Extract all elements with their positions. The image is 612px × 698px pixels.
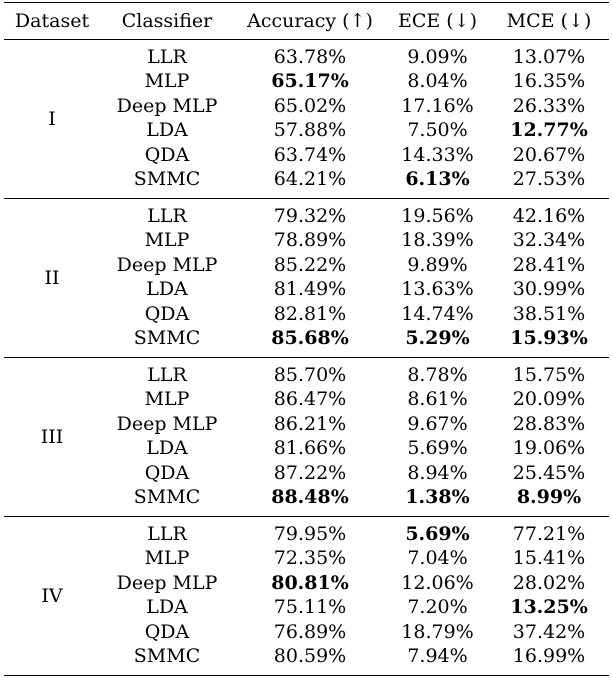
mce-cell: 20.67% [512, 143, 586, 166]
mce-cell: 8.99% [516, 486, 582, 509]
ece-cell: 9.09% [407, 45, 468, 68]
accuracy-cell: 82.81% [273, 302, 347, 325]
accuracy-cell: 63.78% [273, 45, 347, 68]
header-classifier: Classifier [121, 10, 213, 32]
classifier-cell: Deep MLP [116, 253, 218, 276]
table-row [100, 168, 609, 193]
classifier-cell: SMMC [133, 168, 201, 191]
classifier-cell: QDA [144, 620, 190, 643]
mce-cell: 16.99% [512, 645, 586, 668]
ece-cell: 7.50% [407, 119, 468, 142]
mce-cell: 12.77% [510, 119, 588, 142]
ece-cell: 5.69% [405, 522, 470, 545]
classifier-cell: SMMC [133, 486, 201, 509]
table-row [100, 596, 609, 621]
classifier-cell: MLP [144, 547, 190, 570]
classifier-cell: QDA [144, 143, 190, 166]
mce-cell: 27.53% [512, 168, 586, 191]
dataset-group-iii [4, 358, 609, 516]
dataset-group-i [4, 40, 609, 198]
accuracy-cell: 86.47% [273, 388, 347, 411]
table-row [100, 412, 609, 437]
classifier-cell: LDA [146, 278, 188, 301]
classifier-cell: LDA [146, 119, 188, 142]
accuracy-cell: 72.35% [273, 547, 347, 570]
accuracy-cell: 64.21% [273, 168, 347, 191]
dataset-group-iv [4, 517, 609, 675]
classifier-cell: SMMC [133, 645, 201, 668]
table-row [100, 70, 609, 95]
mce-cell: 28.02% [512, 571, 586, 594]
mce-cell: 16.35% [512, 70, 586, 93]
table-row [100, 547, 609, 572]
results-table [4, 2, 609, 676]
classifier-cell: SMMC [133, 327, 201, 350]
accuracy-cell: 65.17% [271, 70, 349, 93]
accuracy-cell: 81.66% [273, 437, 347, 460]
mce-cell: 15.93% [510, 327, 588, 350]
ece-cell: 5.69% [407, 437, 468, 460]
classifier-cell: LLR [147, 45, 187, 68]
header-ece: ECE (↓) [397, 10, 478, 32]
classifier-cell: MLP [144, 70, 190, 93]
mce-cell: 20.09% [512, 388, 586, 411]
table-row [100, 327, 609, 352]
ece-cell: 5.29% [405, 327, 470, 350]
table-row [100, 143, 609, 168]
accuracy-cell: 78.89% [273, 229, 347, 252]
mce-cell: 42.16% [512, 204, 586, 227]
accuracy-cell: 80.81% [271, 571, 349, 594]
table-row [100, 645, 609, 670]
mce-cell: 37.42% [512, 620, 586, 643]
ece-cell: 14.33% [401, 143, 474, 166]
ece-cell: 7.20% [407, 596, 468, 619]
dataset-label: I [48, 107, 56, 130]
table-row [100, 278, 609, 303]
accuracy-cell: 63.74% [273, 143, 347, 166]
accuracy-cell: 79.32% [273, 204, 347, 227]
header-accuracy: Accuracy (↑) [247, 10, 373, 32]
accuracy-cell: 65.02% [273, 94, 347, 117]
table-row [100, 94, 609, 119]
classifier-cell: LDA [146, 437, 188, 460]
ece-cell: 7.04% [407, 547, 468, 570]
ece-cell: 18.39% [401, 229, 474, 252]
ece-cell: 12.06% [401, 571, 474, 594]
ece-cell: 13.63% [401, 278, 474, 301]
classifier-cell: MLP [144, 388, 190, 411]
table-row [100, 620, 609, 645]
mce-cell: 32.34% [512, 229, 586, 252]
classifier-cell: LDA [146, 596, 188, 619]
mce-cell: 30.99% [512, 278, 586, 301]
ece-cell: 14.74% [401, 302, 474, 325]
classifier-cell: QDA [144, 461, 190, 484]
ece-cell: 19.56% [401, 204, 474, 227]
ece-cell: 9.89% [407, 253, 468, 276]
table-row [100, 522, 609, 547]
ece-cell: 1.38% [405, 486, 470, 509]
ece-cell: 8.94% [407, 461, 468, 484]
header-row [4, 3, 609, 39]
dataset-label: III [40, 425, 64, 448]
accuracy-cell: 86.21% [273, 412, 347, 435]
mce-cell: 19.06% [512, 437, 586, 460]
ece-cell: 7.94% [407, 645, 468, 668]
table-row [100, 363, 609, 388]
ece-cell: 8.04% [407, 70, 468, 93]
table-row [100, 119, 609, 144]
accuracy-cell: 75.11% [273, 596, 347, 619]
classifier-cell: Deep MLP [116, 94, 218, 117]
mce-cell: 25.45% [512, 461, 586, 484]
table-row [100, 388, 609, 413]
mce-cell: 28.41% [512, 253, 586, 276]
table-row [100, 437, 609, 462]
table-row [100, 302, 609, 327]
accuracy-cell: 57.88% [273, 119, 347, 142]
ece-cell: 9.67% [407, 412, 468, 435]
header-mce: MCE (↓) [506, 10, 592, 32]
mce-cell: 13.07% [512, 45, 586, 68]
table-row [100, 571, 609, 596]
mce-cell: 13.25% [510, 596, 588, 619]
mce-cell: 77.21% [512, 522, 586, 545]
accuracy-cell: 87.22% [273, 461, 347, 484]
mce-cell: 15.41% [512, 547, 586, 570]
classifier-cell: LLR [147, 522, 187, 545]
classifier-cell: LLR [147, 204, 187, 227]
ece-cell: 17.16% [401, 94, 474, 117]
classifier-cell: Deep MLP [116, 412, 218, 435]
mce-cell: 38.51% [512, 302, 586, 325]
table-row [100, 486, 609, 511]
dataset-group-ii [4, 199, 609, 357]
accuracy-cell: 85.70% [273, 363, 347, 386]
mce-cell: 28.83% [512, 412, 586, 435]
ece-cell: 18.79% [401, 620, 474, 643]
accuracy-cell: 79.95% [273, 522, 347, 545]
accuracy-cell: 88.48% [271, 486, 349, 509]
table-row [100, 204, 609, 229]
ece-cell: 8.78% [407, 363, 468, 386]
ece-cell: 8.61% [407, 388, 468, 411]
classifier-cell: LLR [147, 363, 187, 386]
table-row [100, 229, 609, 254]
bottom-rule [4, 675, 609, 676]
accuracy-cell: 80.59% [273, 645, 347, 668]
mce-cell: 26.33% [512, 94, 586, 117]
mce-cell: 15.75% [512, 363, 586, 386]
table-row [100, 253, 609, 278]
table-row [100, 45, 609, 70]
table-row [100, 461, 609, 486]
accuracy-cell: 81.49% [273, 278, 347, 301]
dataset-label: II [44, 266, 60, 289]
classifier-cell: Deep MLP [116, 571, 218, 594]
accuracy-cell: 76.89% [273, 620, 347, 643]
accuracy-cell: 85.68% [271, 327, 349, 350]
accuracy-cell: 85.22% [273, 253, 347, 276]
classifier-cell: QDA [144, 302, 190, 325]
ece-cell: 6.13% [405, 168, 470, 191]
header-dataset: Dataset [14, 10, 90, 32]
dataset-label: IV [41, 584, 63, 607]
classifier-cell: MLP [144, 229, 190, 252]
